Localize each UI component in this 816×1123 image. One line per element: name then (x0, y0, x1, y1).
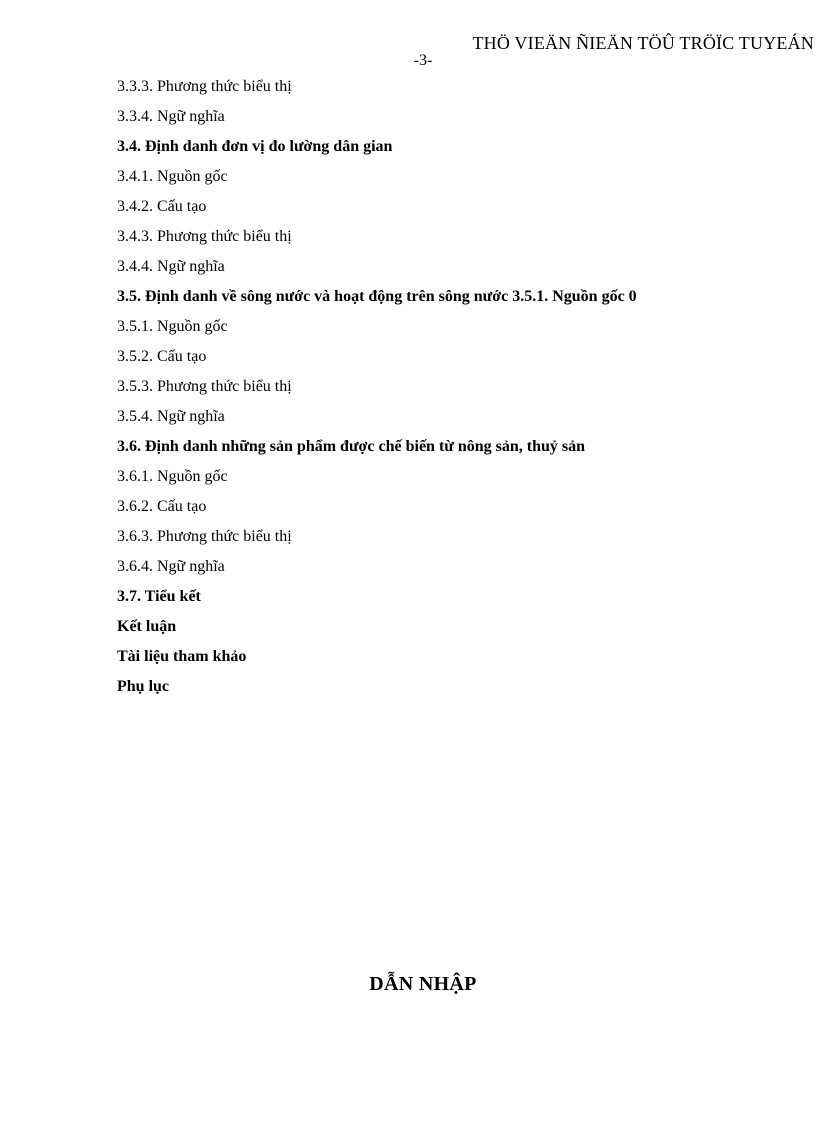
toc-item: 3.4.1. Nguồn gốc (117, 168, 228, 185)
toc-item: 3.6.3. Phương thức biểu thị (117, 528, 292, 545)
toc-item: 3.5.1. Nguồn gốc (117, 318, 228, 335)
toc-item: 3.6.2. Cấu tạo (117, 498, 207, 515)
toc-item: 3.4. Định danh đơn vị đo lường dân gian (117, 138, 393, 155)
toc-item: 3.6.1. Nguồn gốc (117, 468, 228, 485)
toc-item: 3.3.3. Phương thức biểu thị (117, 78, 292, 95)
toc-item: 3.5.4. Ngữ nghĩa (117, 408, 225, 425)
table-of-contents (117, 75, 637, 705)
toc-item: 3.7. Tiểu kết (117, 588, 201, 605)
toc-item: 3.5.3. Phương thức biểu thị (117, 378, 292, 395)
section-heading: DẪN NHẬP (369, 973, 477, 995)
toc-item: 3.3.4. Ngữ nghĩa (117, 108, 225, 125)
toc-item: 3.4.2. Cấu tạo (117, 198, 207, 215)
toc-item: Kết luận (117, 618, 177, 635)
page-number: -3- (413, 52, 433, 69)
toc-item: 3.6. Định danh những sản phẩm được chế biến từ nông sản, thuỷ sản (117, 438, 586, 455)
toc-item: 3.4.4. Ngữ nghĩa (117, 258, 225, 275)
toc-item: 3.5. Định danh về sông nước và hoạt động trên sông nước 3.5.1. Nguồn gốc 0 (117, 288, 637, 305)
toc-item: 3.4.3. Phương thức biểu thị (117, 228, 292, 245)
toc-item: Tài liệu tham khảo (117, 648, 247, 665)
toc-item: 3.6.4. Ngữ nghĩa (117, 558, 225, 575)
page-header: THÖ VIEÄN ÑIEÄN TÖÛ TRÖÏC TUYEÁN (472, 33, 814, 53)
toc-item: 3.5.2. Cấu tạo (117, 348, 207, 365)
toc-item: Phụ lục (117, 678, 170, 695)
